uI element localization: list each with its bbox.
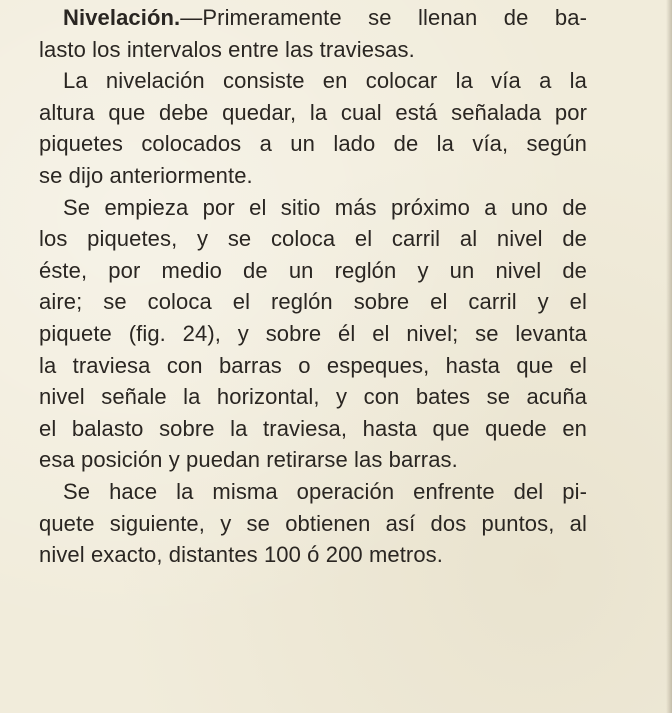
text-line: nivel señale la horizontal, y con bates se acuña xyxy=(39,384,587,410)
text-line: altura que debe quedar, la cual está señalada por xyxy=(39,99,587,125)
text-line: piquetes colocados a un lado de la vía, según xyxy=(39,131,587,157)
text-line: nivel exacto, distantes 100 ó 200 metros. xyxy=(39,542,443,568)
text-line: Se hace la misma operación enfrente del pi- xyxy=(63,478,587,504)
text-line: piquete (fig. 24), y sobre él el nivel; se levanta xyxy=(39,320,587,346)
text-line: éste, por medio de un reglón y un nivel de xyxy=(39,257,587,283)
text-line: La nivelación consiste en colocar la vía a la xyxy=(63,68,587,94)
text-line: los piquetes, y se coloca el carril al nivel de xyxy=(39,226,587,252)
text-line: quete siguiente, y se obtienen así dos puntos, al xyxy=(39,510,587,536)
text-line-content: —Primeramente se llenan de ba- xyxy=(180,5,587,30)
text-line: se dijo anteriormente. xyxy=(39,162,253,188)
text-line: esa posición y puedan retirarse las barras. xyxy=(39,447,458,473)
paragraph-1 xyxy=(39,2,587,65)
text-line: lasto los intervalos entre las traviesas. xyxy=(39,36,415,62)
text-line: la traviesa con barras o espeques, hasta que el xyxy=(39,352,587,378)
document-body xyxy=(39,2,587,571)
text-line xyxy=(39,2,587,34)
section-heading: Nivelación. xyxy=(63,5,181,30)
paragraph-3 xyxy=(39,192,587,476)
paragraph-4 xyxy=(39,476,587,571)
text-line: Se empieza por el sitio más próximo a uno de xyxy=(63,194,587,220)
text-line: aire; se coloca el reglón sobre el carril y el xyxy=(39,289,587,315)
text-line: el balasto sobre la traviesa, hasta que quede en xyxy=(39,415,587,441)
paragraph-2 xyxy=(39,65,587,191)
